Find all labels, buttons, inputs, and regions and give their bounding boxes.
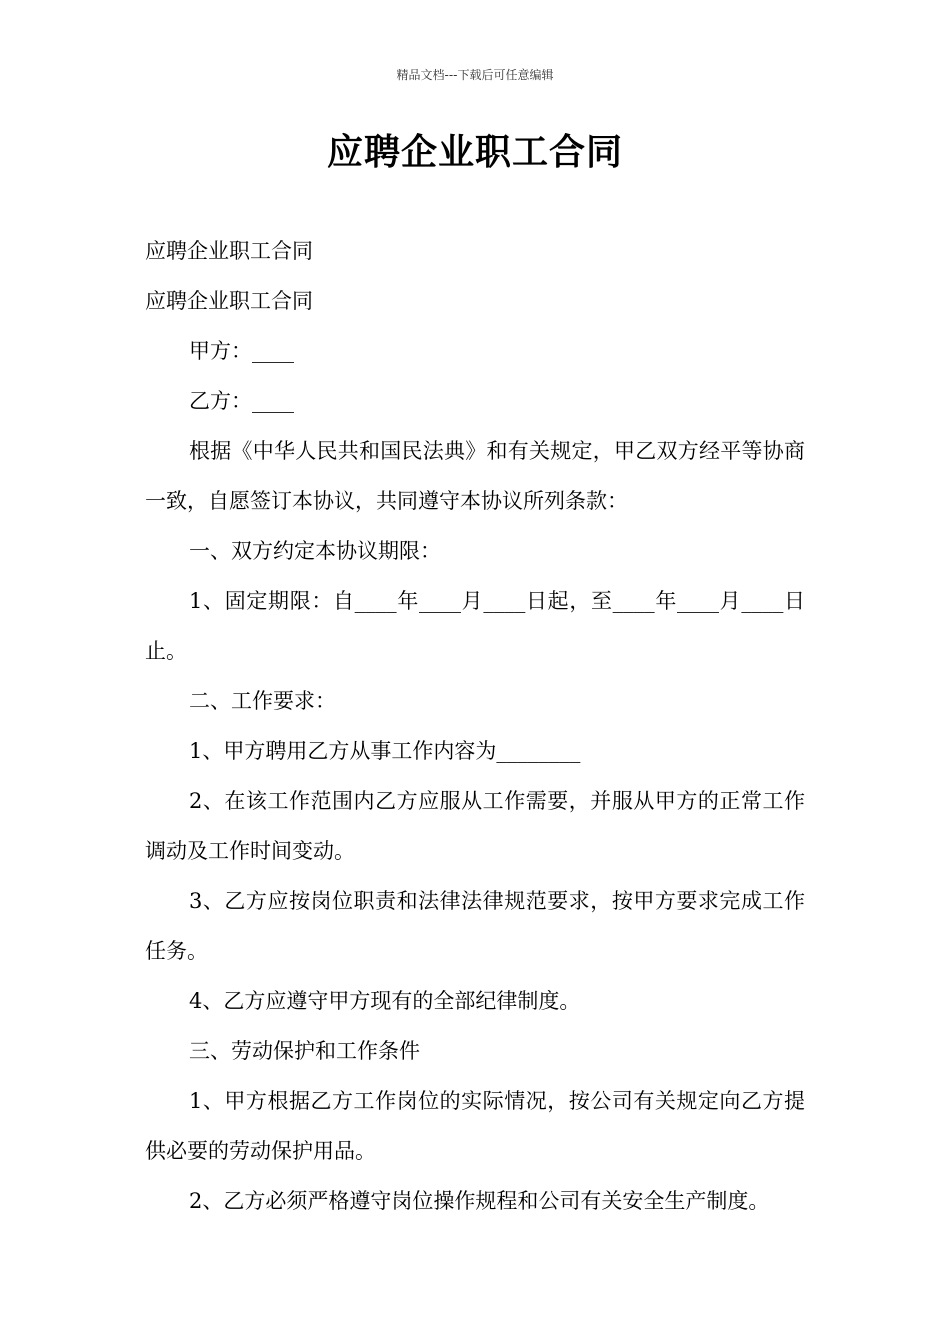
paragraph-subtitle-2: 应聘企业职工合同 <box>145 289 313 313</box>
paragraph-work-4: 4、乙方应遵守甲方现有的全部纪律制度。 <box>189 989 581 1013</box>
paragraph-work-1: 1、甲方聘用乙方从事工作内容为________ <box>189 739 581 763</box>
section-heading-protection: 三、劳动保护和工作条件 <box>189 1039 420 1063</box>
paragraph-protection-2: 2、乙方必须严格遵守岗位操作规程和公司有关安全生产制度。 <box>189 1189 770 1213</box>
paragraph-subtitle-1: 应聘企业职工合同 <box>145 239 313 263</box>
paragraph-party-b: 乙方：____ <box>189 389 294 413</box>
paragraph-work-3: 3、乙方应按岗位职责和法律法律规范要求，按甲方要求完成工作任务。 <box>145 889 805 963</box>
paragraph-work-2: 2、在该工作范围内乙方应服从工作需要，并服从甲方的正常工作调动及工作时间变动。 <box>145 789 805 863</box>
paragraph-preamble: 根据《中华人民共和国民法典》和有关规定，甲乙双方经平等协商一致，自愿签订本协议，共同遵守本协议所列条款： <box>145 439 805 513</box>
header-note: 精品文档---下载后可任意编辑 <box>396 68 554 82</box>
section-heading-term: 一、双方约定本协议期限： <box>189 539 441 563</box>
document-body <box>145 226 805 1226</box>
paragraph-fixed-term: 1、固定期限：自____年____月____日起，至____年____月____日止。 <box>145 589 805 663</box>
document-title: 应聘企业职工合同 <box>326 132 623 173</box>
paragraph-party-a: 甲方：____ <box>189 339 294 363</box>
paragraph-protection-1: 1、甲方根据乙方工作岗位的实际情况，按公司有关规定向乙方提供必要的劳动保护用品。 <box>145 1089 805 1163</box>
section-heading-work: 二、工作要求： <box>189 689 336 713</box>
